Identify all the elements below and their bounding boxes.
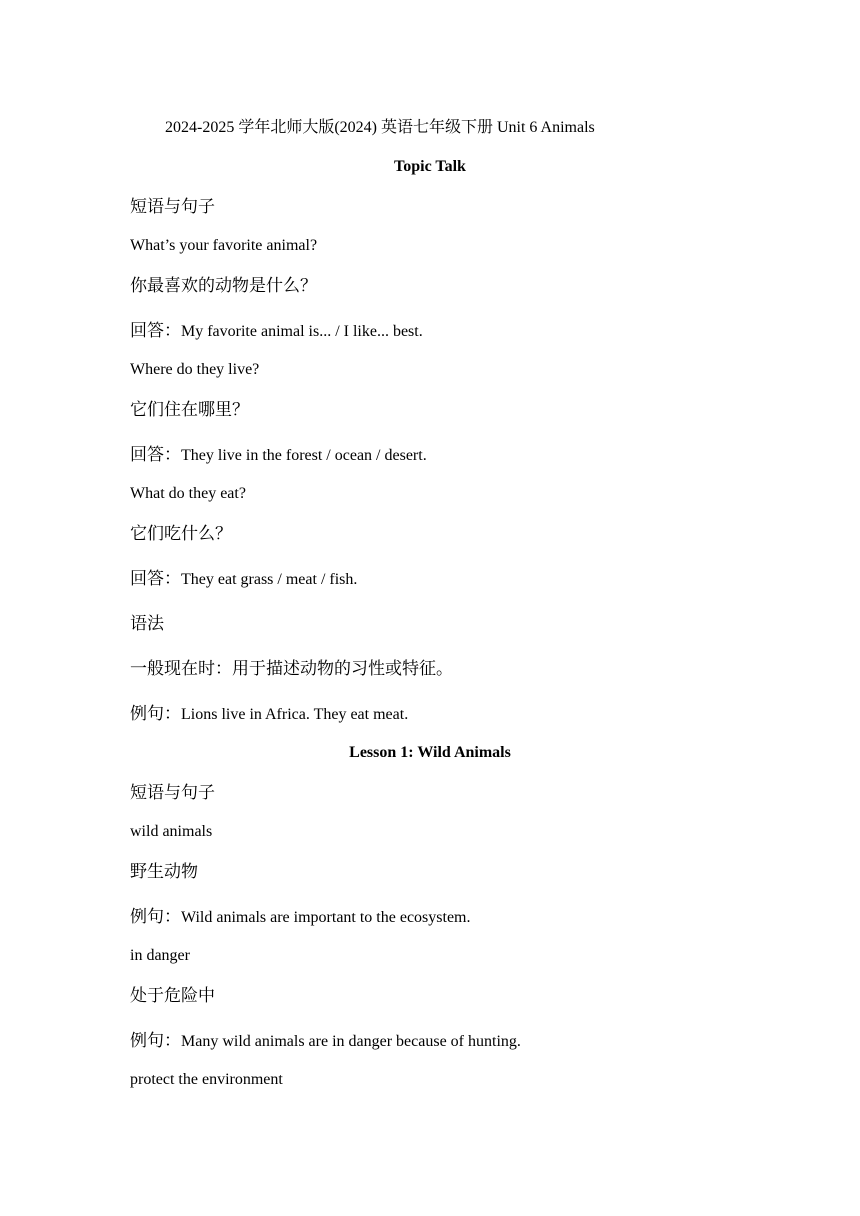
example-line [130,1031,521,1052]
phrase-meaning: 它们住在哪里？ [130,400,249,420]
phrase: protect the environment [130,1071,283,1088]
example-line [130,907,471,928]
phrase: What’s your favorite animal? [130,237,318,254]
example-text: Lions live in Africa. They eat meat. [181,706,409,723]
answer-label: 回答： [130,321,181,341]
section-heading-topic-talk: Topic Talk [394,158,466,175]
answer-line [130,569,357,590]
answer-label: 回答： [130,569,181,589]
answer-text: My favorite animal is... / I like... best. [181,323,423,340]
example-text: Wild animals are important to the ecosystem. [181,909,471,926]
example-label: 例句： [130,704,181,724]
document-title: 2024-2025 学年北师大版(2024) 英语七年级下册 Unit 6 Animals [165,119,595,136]
grammar-rule: 一般现在时：用于描述动物的习性或特征。 [130,659,453,679]
phrase: in danger [130,947,190,964]
phrase-meaning: 处于危险中 [130,986,215,1006]
answer-line [130,445,427,466]
grammar-heading: 语法 [130,614,164,634]
section-heading-lesson-1: Lesson 1: Wild Animals [349,744,511,761]
sub-heading: 短语与句子 [130,197,215,217]
example-text: Many wild animals are in danger because of hunting. [181,1033,521,1050]
example-label: 例句： [130,907,181,927]
grammar-example [130,704,408,725]
phrase: What do they eat? [130,485,246,502]
phrase-meaning: 它们吃什么？ [130,524,232,544]
answer-text: They eat grass / meat / fish. [181,571,358,588]
answer-text: They live in the forest / ocean / desert. [181,447,427,464]
phrase: Where do they live? [130,361,260,378]
answer-label: 回答： [130,445,181,465]
answer-line [130,321,423,342]
phrase-meaning: 你最喜欢的动物是什么？ [130,276,317,296]
phrase: wild animals [130,823,213,840]
sub-heading: 短语与句子 [130,783,215,803]
example-label: 例句： [130,1031,181,1051]
phrase-meaning: 野生动物 [130,862,198,882]
